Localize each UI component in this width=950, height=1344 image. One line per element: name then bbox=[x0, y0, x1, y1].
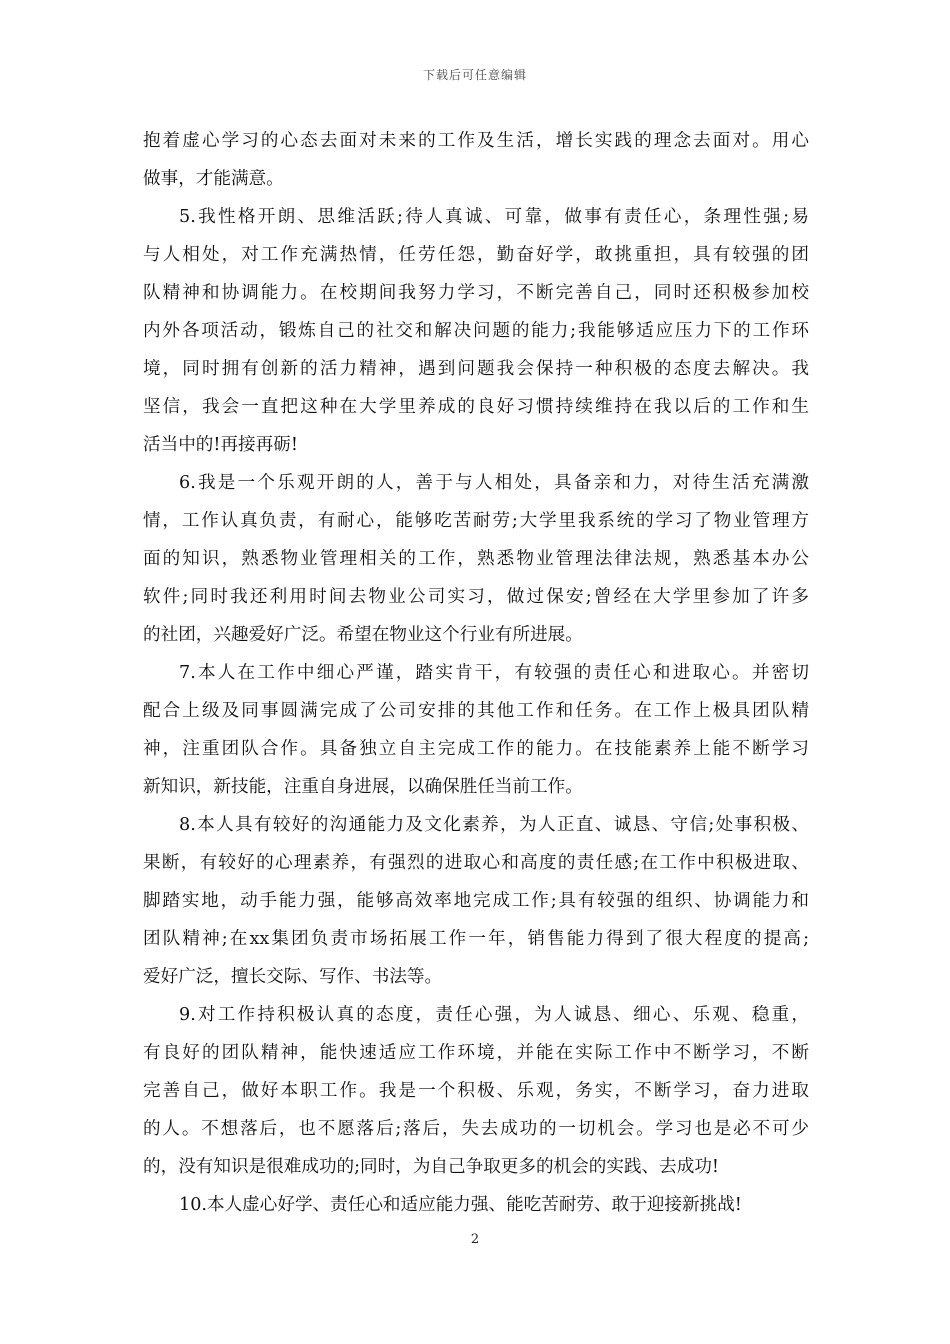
text-line: 9.对工作持积极认真的态度，责任心强，为人诚恳、细心、乐观、稳重， bbox=[179, 1005, 809, 1025]
text-line: 境，同时拥有创新的活力精神，遇到问题我会保持一种积极的态度去解决。我 bbox=[143, 359, 809, 379]
text-line: 内外各项活动，锻炼自己的社交和解决问题的能力;我能够适应压力下的工作环 bbox=[143, 321, 809, 341]
document-body bbox=[143, 122, 809, 1224]
text-line: 软件;同时我还利用时间去物业公司实习，做过保安;曾经在大学里参加了许多 bbox=[143, 587, 809, 607]
page-header: 下载后可任意编辑 bbox=[422, 68, 527, 82]
text-line: 神，注重团队合作。具备独立自主完成工作的能力。在技能素养上能不断学习 bbox=[143, 739, 809, 759]
text-line: 果断，有较好的心理素养，有强烈的进取心和高度的责任感;在工作中积极进取、 bbox=[143, 853, 809, 873]
text-line: 配合上级及同事圆满完成了公司安排的其他工作和任务。在工作上极具团队精 bbox=[143, 701, 809, 721]
text-line: 坚信，我会一直把这种在大学里养成的良好习惯持续维持在我以后的工作和生 bbox=[143, 397, 809, 417]
page-number: 2 bbox=[470, 1232, 480, 1247]
text-line: 的人。不想落后，也不愿落后;落后，失去成功的一切机会。学习也是必不可少 bbox=[143, 1119, 809, 1139]
paragraph bbox=[143, 122, 809, 198]
text-line: 面的知识，熟悉物业管理相关的工作，熟悉物业管理法律法规，熟悉基本办公 bbox=[143, 549, 809, 569]
text-line: 8.本人具有较好的沟通能力及文化素养，为人正直、诚恳、守信;处事积极、 bbox=[179, 815, 809, 835]
text-line: 爱好广泛，擅长交际、写作、书法等。 bbox=[143, 967, 443, 987]
text-line: 脚踏实地，动手能力强，能够高效率地完成工作;具有较强的组织、协调能力和 bbox=[143, 891, 809, 911]
paragraph bbox=[143, 198, 809, 464]
text-line: 抱着虚心学习的心态去面对未来的工作及生活，增长实践的理念去面对。用心 bbox=[143, 131, 809, 151]
text-line: 6.我是一个乐观开朗的人，善于与人相处，具备亲和力，对待生活充满激 bbox=[179, 473, 809, 493]
text-line: 队精神和协调能力。在校期间我努力学习，不断完善自己，同时还积极参加校 bbox=[143, 283, 809, 303]
paragraph bbox=[143, 806, 809, 996]
text-line: 团队精神;在xx集团负责市场拓展工作一年，销售能力得到了很大程度的提高; bbox=[143, 929, 809, 949]
text-line: 活当中的!再接再砺! bbox=[143, 435, 298, 455]
text-line: 与人相处，对工作充满热情，任劳任怨，勤奋好学，敢挑重担，具有较强的团 bbox=[143, 245, 809, 265]
text-line: 的，没有知识是很难成功的;同时，为自己争取更多的机会的实践、去成功! bbox=[143, 1157, 720, 1177]
text-line: 做事，才能满意。 bbox=[143, 169, 284, 189]
text-line: 情，工作认真负责，有耐心，能够吃苦耐劳;大学里我系统的学习了物业管理方 bbox=[143, 511, 809, 531]
paragraph bbox=[143, 464, 809, 654]
text-line: 完善自己，做好本职工作。我是一个积极、乐观，务实，不断学习，奋力进取 bbox=[143, 1081, 809, 1101]
paragraph bbox=[143, 996, 809, 1186]
text-line: 10.本人虚心好学、责任心和适应能力强、能吃苦耐劳、敢于迎接新挑战! bbox=[179, 1195, 742, 1215]
text-line: 新知识，新技能，注重自身进展，以确保胜任当前工作。 bbox=[143, 777, 583, 797]
text-line: 的社团，兴趣爱好广泛。希望在物业这个行业有所进展。 bbox=[143, 625, 583, 645]
paragraph bbox=[143, 1186, 809, 1224]
text-line: 5.我性格开朗、思维活跃;待人真诚、可靠，做事有责任心，条理性强;易 bbox=[179, 207, 809, 227]
paragraph bbox=[143, 654, 809, 806]
text-line: 有良好的团队精神，能快速适应工作环境，并能在实际工作中不断学习，不断 bbox=[143, 1043, 809, 1063]
text-line: 7.本人在工作中细心严谨，踏实肯干，有较强的责任心和进取心。并密切 bbox=[179, 663, 809, 683]
